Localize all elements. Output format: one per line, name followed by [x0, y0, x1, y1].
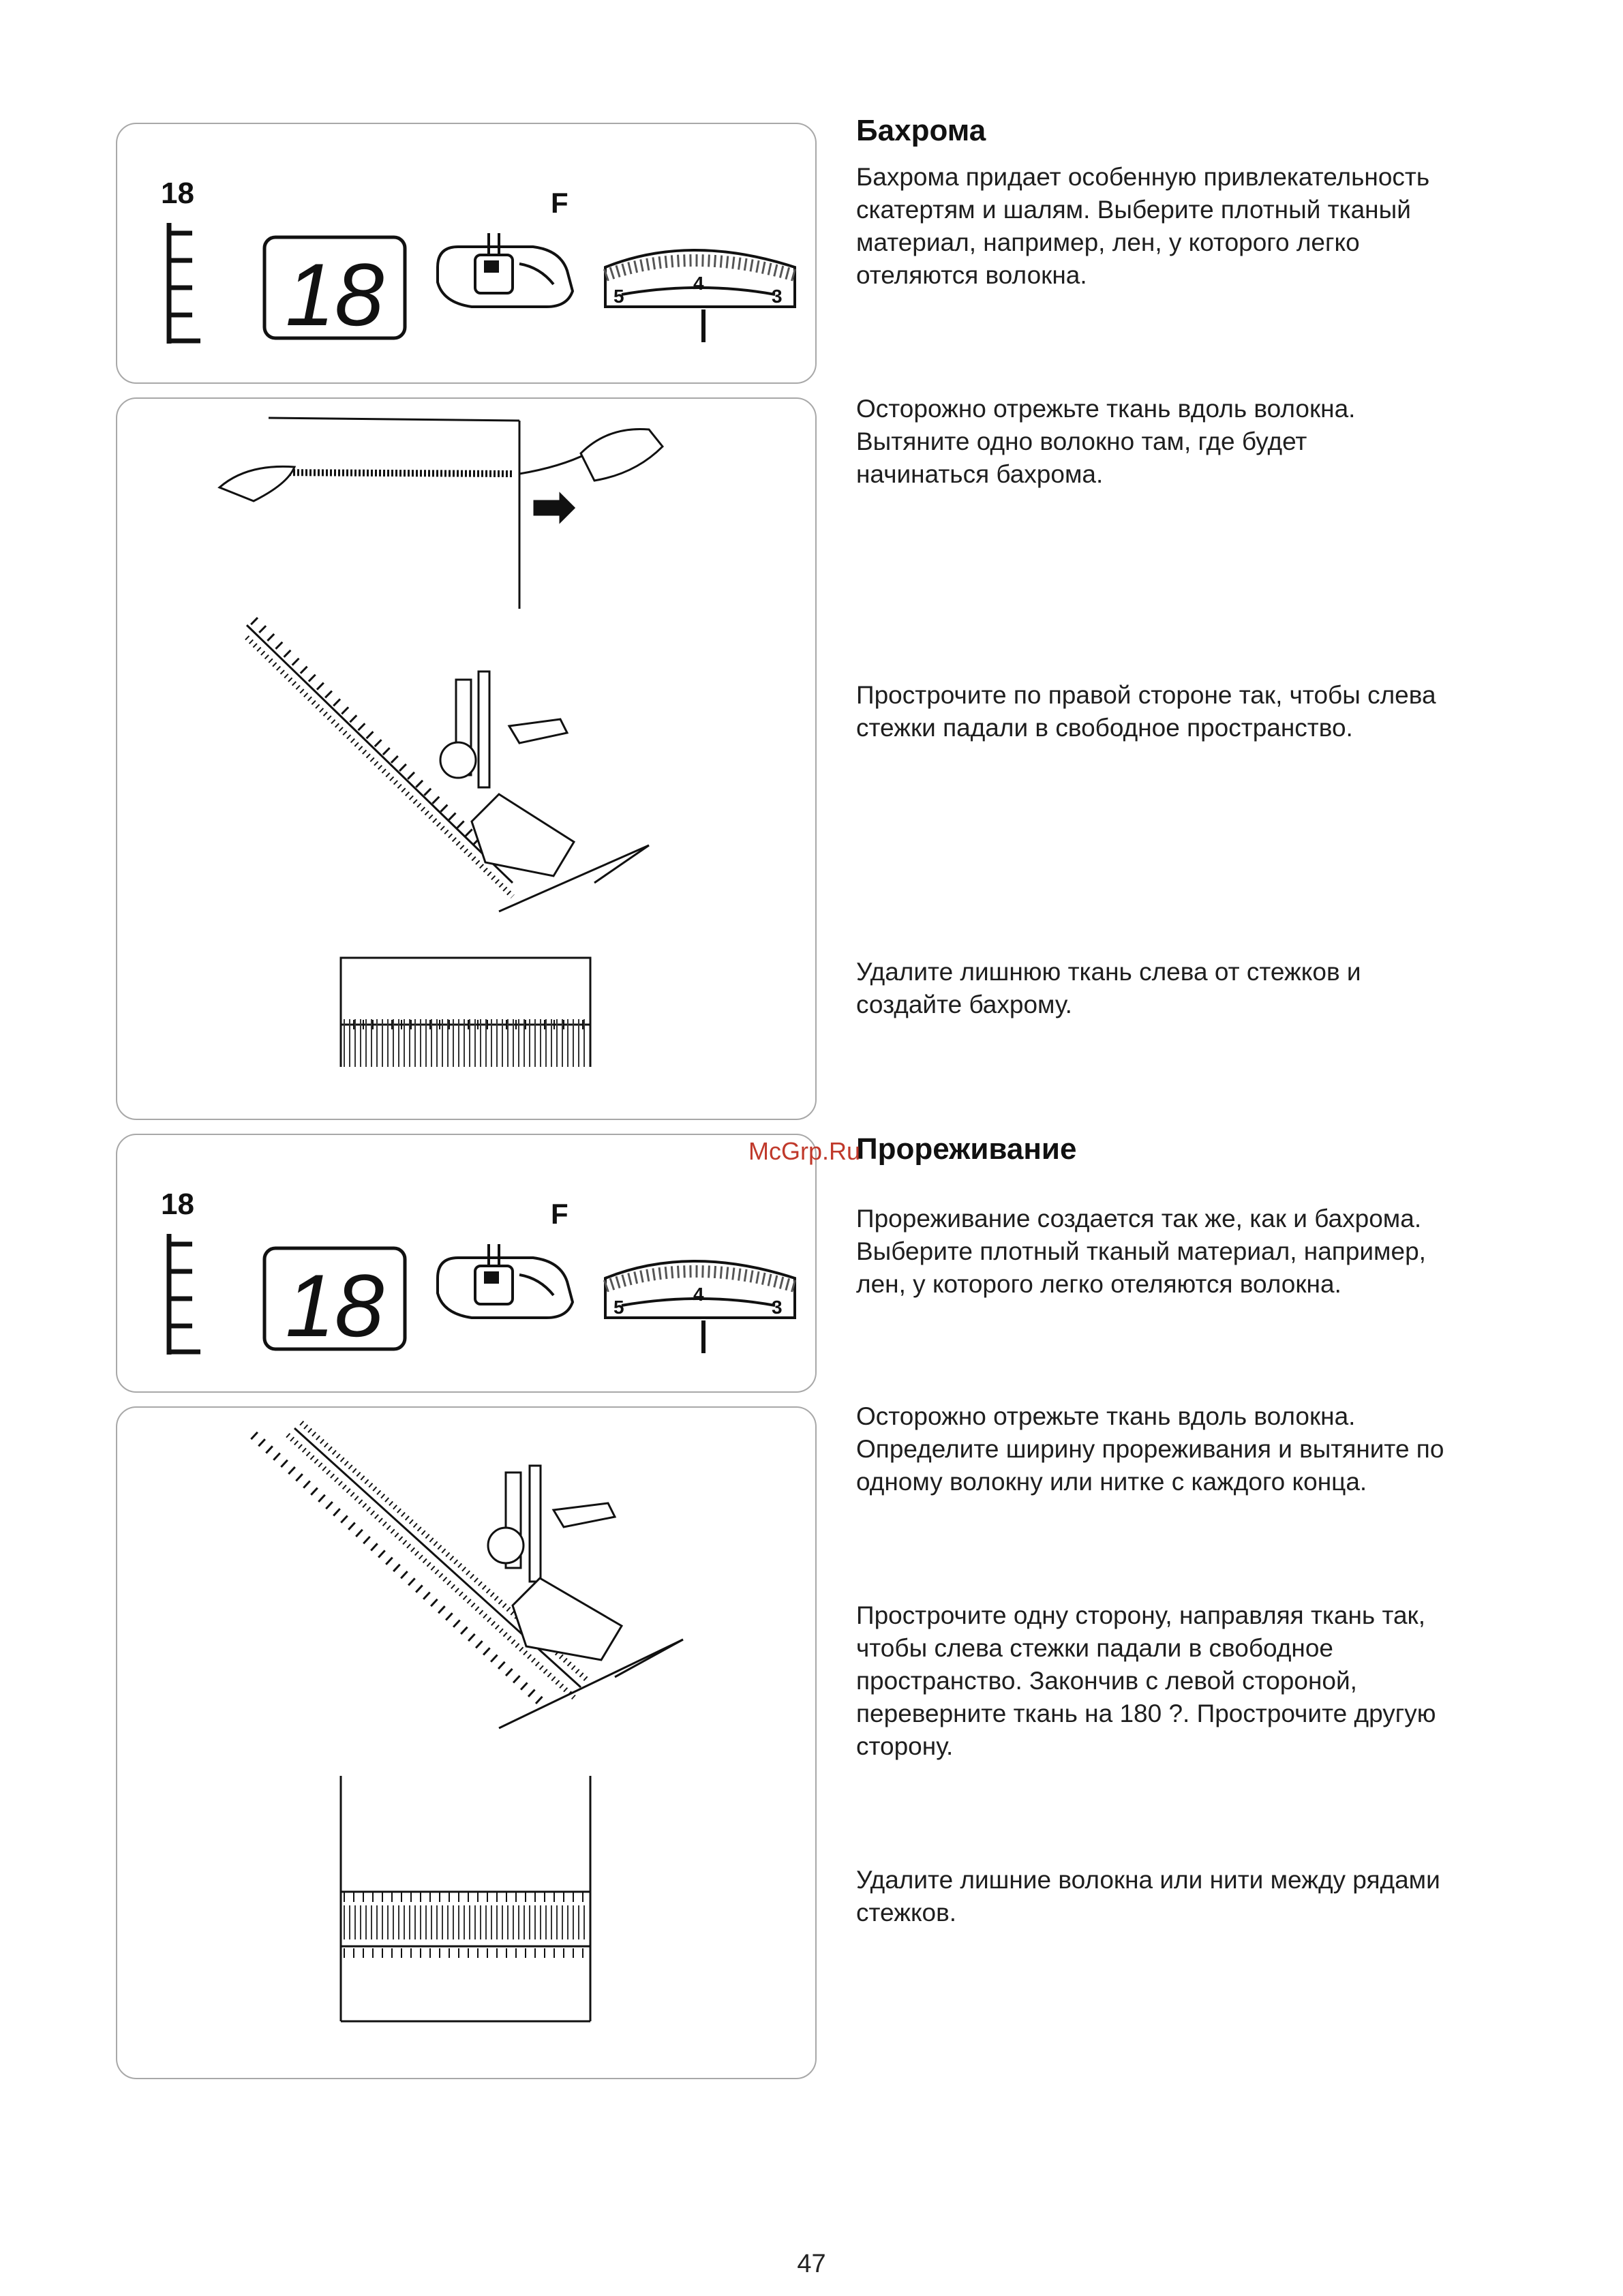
- stitch-width-dial-icon: [605, 250, 795, 342]
- drawn-work-step-1-text: Прореживание создается так же, как и бахрома. Выберите плотный тканый материал, например, лен, у которого легко отеляются волокна.: [856, 1205, 1426, 1298]
- illustration-panel-drawn-work: [116, 1406, 817, 2079]
- section-title-fringe: Бахрома: [856, 114, 986, 147]
- presser-foot-letter: F: [551, 187, 568, 219]
- settings-illustration: [117, 124, 818, 385]
- pattern-display-value: 18: [285, 245, 384, 344]
- illustration-panel-fringe: [116, 397, 817, 1120]
- dial-center-label: 4: [693, 1284, 704, 1305]
- fringe-step-4-text: Удалите лишнюю ткань слева от стежков и создайте бахрому.: [856, 958, 1361, 1018]
- fringe-step-1-text: Бахрома придает особенную привлекательность скатертям и шалям. Выберите плотный тканый материал, например, лен, у которого легко отеляются волокна.: [856, 163, 1430, 289]
- pattern-display-value: 18: [285, 1256, 384, 1355]
- drawn-work-step-3-text: Прострочите одну сторону, направляя ткань так, чтобы слева стежки падали в свободное пространство. Закончив с левой стороной, переверните ткань на 180 ?. Прострочите другую сторону.: [856, 1601, 1436, 1760]
- dial-right-label: 3: [772, 1297, 783, 1318]
- section-title-drawn-work: Прореживание: [856, 1132, 1077, 1166]
- stitch-length-scale-icon: [169, 1234, 200, 1355]
- dial-left-label: 5: [613, 286, 624, 307]
- presser-foot-letter: F: [551, 1198, 568, 1230]
- fringe-step-2-text: Осторожно отрежьте ткань вдоль волокна. Вытяните одно волокно там, где будет начинаться бахрома.: [856, 395, 1356, 488]
- presser-foot-icon: [438, 1244, 573, 1318]
- fringe-step-3-text: Прострочите по правой стороне так, чтобы слева стежки падали в свободное пространство.: [856, 681, 1436, 742]
- sewing-fringe-illustration: [247, 620, 649, 911]
- presser-foot-icon: [438, 233, 573, 307]
- drawn-work-steps-illustration: [117, 1408, 818, 2081]
- watermark-link[interactable]: McGrp.Ru: [748, 1137, 861, 1165]
- fringe-steps-illustration: [117, 399, 818, 1121]
- finished-fringe-illustration: [341, 958, 590, 1067]
- settings-panel-fringe: [116, 123, 817, 384]
- pattern-number-label: 18: [161, 1188, 194, 1221]
- pattern-number-label: 18: [161, 177, 194, 210]
- dial-left-label: 5: [613, 1297, 624, 1318]
- dial-right-label: 3: [772, 286, 783, 307]
- stitch-length-scale-icon: [169, 223, 200, 344]
- settings-illustration: [117, 1135, 818, 1394]
- drawn-work-step-2-text: Осторожно отрежьте ткань вдоль волокна. Определите ширину прореживания и вытяните по одному волокну или нитке с каждого конца.: [856, 1402, 1444, 1496]
- drawn-work-step-4-text: Удалите лишние волокна или нити между рядами стежков.: [856, 1866, 1440, 1927]
- sewing-drawn-work-illustration: [254, 1423, 683, 1728]
- stitch-width-dial-icon: [605, 1261, 795, 1353]
- settings-panel-drawn-work: [116, 1134, 817, 1393]
- dial-center-label: 4: [693, 273, 704, 294]
- page-number: 47: [797, 2250, 826, 2278]
- pull-thread-illustration: [219, 418, 663, 609]
- finished-drawn-work-illustration: [341, 1776, 590, 2021]
